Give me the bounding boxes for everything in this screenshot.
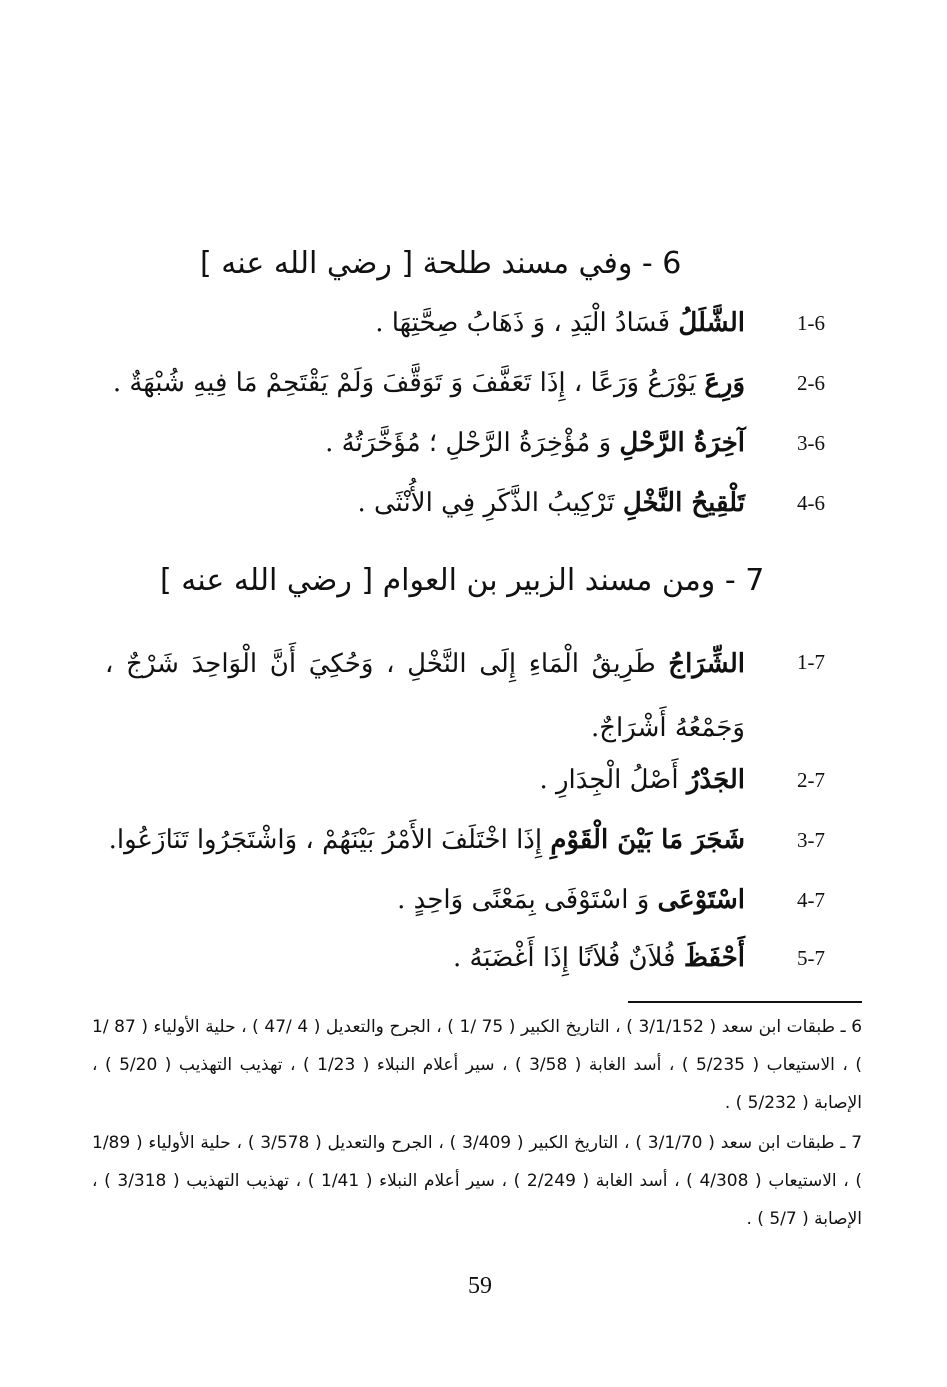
entry-text <box>113 353 745 413</box>
entry-definition: إِذَا اخْتَلَفَ الأَمْرُ بَيْنَهُمْ ، وَاشْتَجَرُوا تَنَازَعُوا. <box>108 825 543 855</box>
page-number: 59 <box>468 1273 492 1299</box>
footnote-divider <box>628 1001 862 1003</box>
entry-7-3 <box>80 810 860 870</box>
entry-6-4 <box>80 473 860 533</box>
entry-term: وَرِعَ <box>704 368 745 398</box>
entry-6-1 <box>80 293 860 353</box>
entry-text <box>109 810 745 870</box>
entry-7-5 <box>80 928 860 988</box>
entry-term: تَلْقِيحُ النَّخْلِ <box>622 488 745 518</box>
entry-term: الشِّرَاجُ <box>668 649 745 679</box>
entry-text <box>325 413 745 473</box>
entry-number: 3-7 <box>797 828 825 852</box>
entry-definition: فَسَادُ الْيَدِ ، وَ ذَهَابُ صِحَّتِهَا . <box>375 308 671 338</box>
entry-term: الشَّلَلُ <box>678 308 745 338</box>
entry-text <box>397 870 745 930</box>
footnote-7: 7 ـ طبقات ابن سعد ( 3/1/70 ) ، التاريخ الكبير ( 3/409 ) ، الجرح والتعديل ( 3/578 ) ، حلية الأولياء ( 1/89 ) ، الاستيعاب ( 4/308 ) ، أسد الغابة ( 2/249 ) ، سير أعلام النبلاء ( 1/41 ) ، تهذيب التهذيب ( 3/318 ) ، الإصابة ( 5/7 ) . <box>92 1133 863 1229</box>
entry-term: أَحْفَظَ <box>683 943 745 973</box>
entry-7-2 <box>80 750 860 810</box>
entry-number: 5-7 <box>797 946 825 970</box>
footnote-6: 6 ـ طبقات ابن سعد ( 3/1/152 ) ، التاريخ الكبير ( 75 /1 ) ، الجرح والتعديل ( 4 /47 ) ، حلية الأولياء ( 87 /1 ) ، الاستيعاب ( 5/235 ) ، أسد الغابة ( 3/58 ) ، سير أعلام النبلاء ( 1/23 ) ، تهذيب التهذيب ( 5/20 ) ، الإصابة ( 5/232 ) . <box>92 1017 863 1113</box>
section-heading-6: 6 - وفي مسند طلحة [ رضي الله عنه ] <box>200 246 682 281</box>
entry-6-3 <box>80 413 860 473</box>
entry-definition: فُلاَنٌ فُلاَنًا إِذَا أَغْضَبَهُ . <box>452 943 676 973</box>
entry-number: 1-7 <box>797 650 825 674</box>
entry-definition: تَرْكِيبُ الذَّكَرِ فِي الأُنْثَى . <box>357 488 615 518</box>
entry-definition: وَ مُؤْخِرَةُ الرَّحْلِ ؛ مُؤَخَّرَتُهُ . <box>325 428 612 458</box>
entry-7-4 <box>80 870 860 930</box>
entry-number: 1-6 <box>797 311 825 335</box>
entry-text <box>453 928 745 988</box>
entry-number: 4-6 <box>797 491 825 515</box>
section-heading-7: 7 - ومن مسند الزبير بن العوام [ رضي الله عنه ] <box>160 563 765 598</box>
entry-term: الجَدْرُ <box>686 765 745 795</box>
entry-text <box>357 473 745 533</box>
entry-text <box>539 750 745 810</box>
entry-definition: يَوْرَعُ وَرَعًا ، إِذَا تَعَفَّفَ وَ تَوَقَّفَ وَلَمْ يَقْتَحِمْ مَا فِيهِ شُبْهَةٌ . <box>112 368 697 398</box>
entry-number: 2-6 <box>797 371 825 395</box>
entry-7-1 <box>80 632 860 760</box>
entry-definition: أَصْلُ الْجِدَارِ . <box>539 765 679 795</box>
entry-number: 3-6 <box>797 431 825 455</box>
entry-term: آخِرَةُ الرَّحْلِ <box>619 428 745 458</box>
entry-6-2 <box>80 353 860 413</box>
entry-term: اسْتَوْعَى <box>657 885 745 915</box>
entry-text <box>105 632 745 760</box>
entry-number: 2-7 <box>797 768 825 792</box>
entry-text <box>375 293 745 353</box>
entry-number: 4-7 <box>797 888 825 912</box>
entry-term: شَجَرَ مَا بَيْنَ الْقَوْمِ <box>550 825 745 855</box>
entry-definition: طَرِيقُ الْمَاءِ إِلَى النَّخْلِ ، وَحُكِيَ أَنَّ الْوَاحِدَ شَرْجٌ ، وَجَمْعُهُ أَشْرَاجٌ. <box>105 649 745 743</box>
entry-definition: وَ اسْتَوْفَى بِمَعْنًى وَاحِدٍ . <box>397 885 650 915</box>
